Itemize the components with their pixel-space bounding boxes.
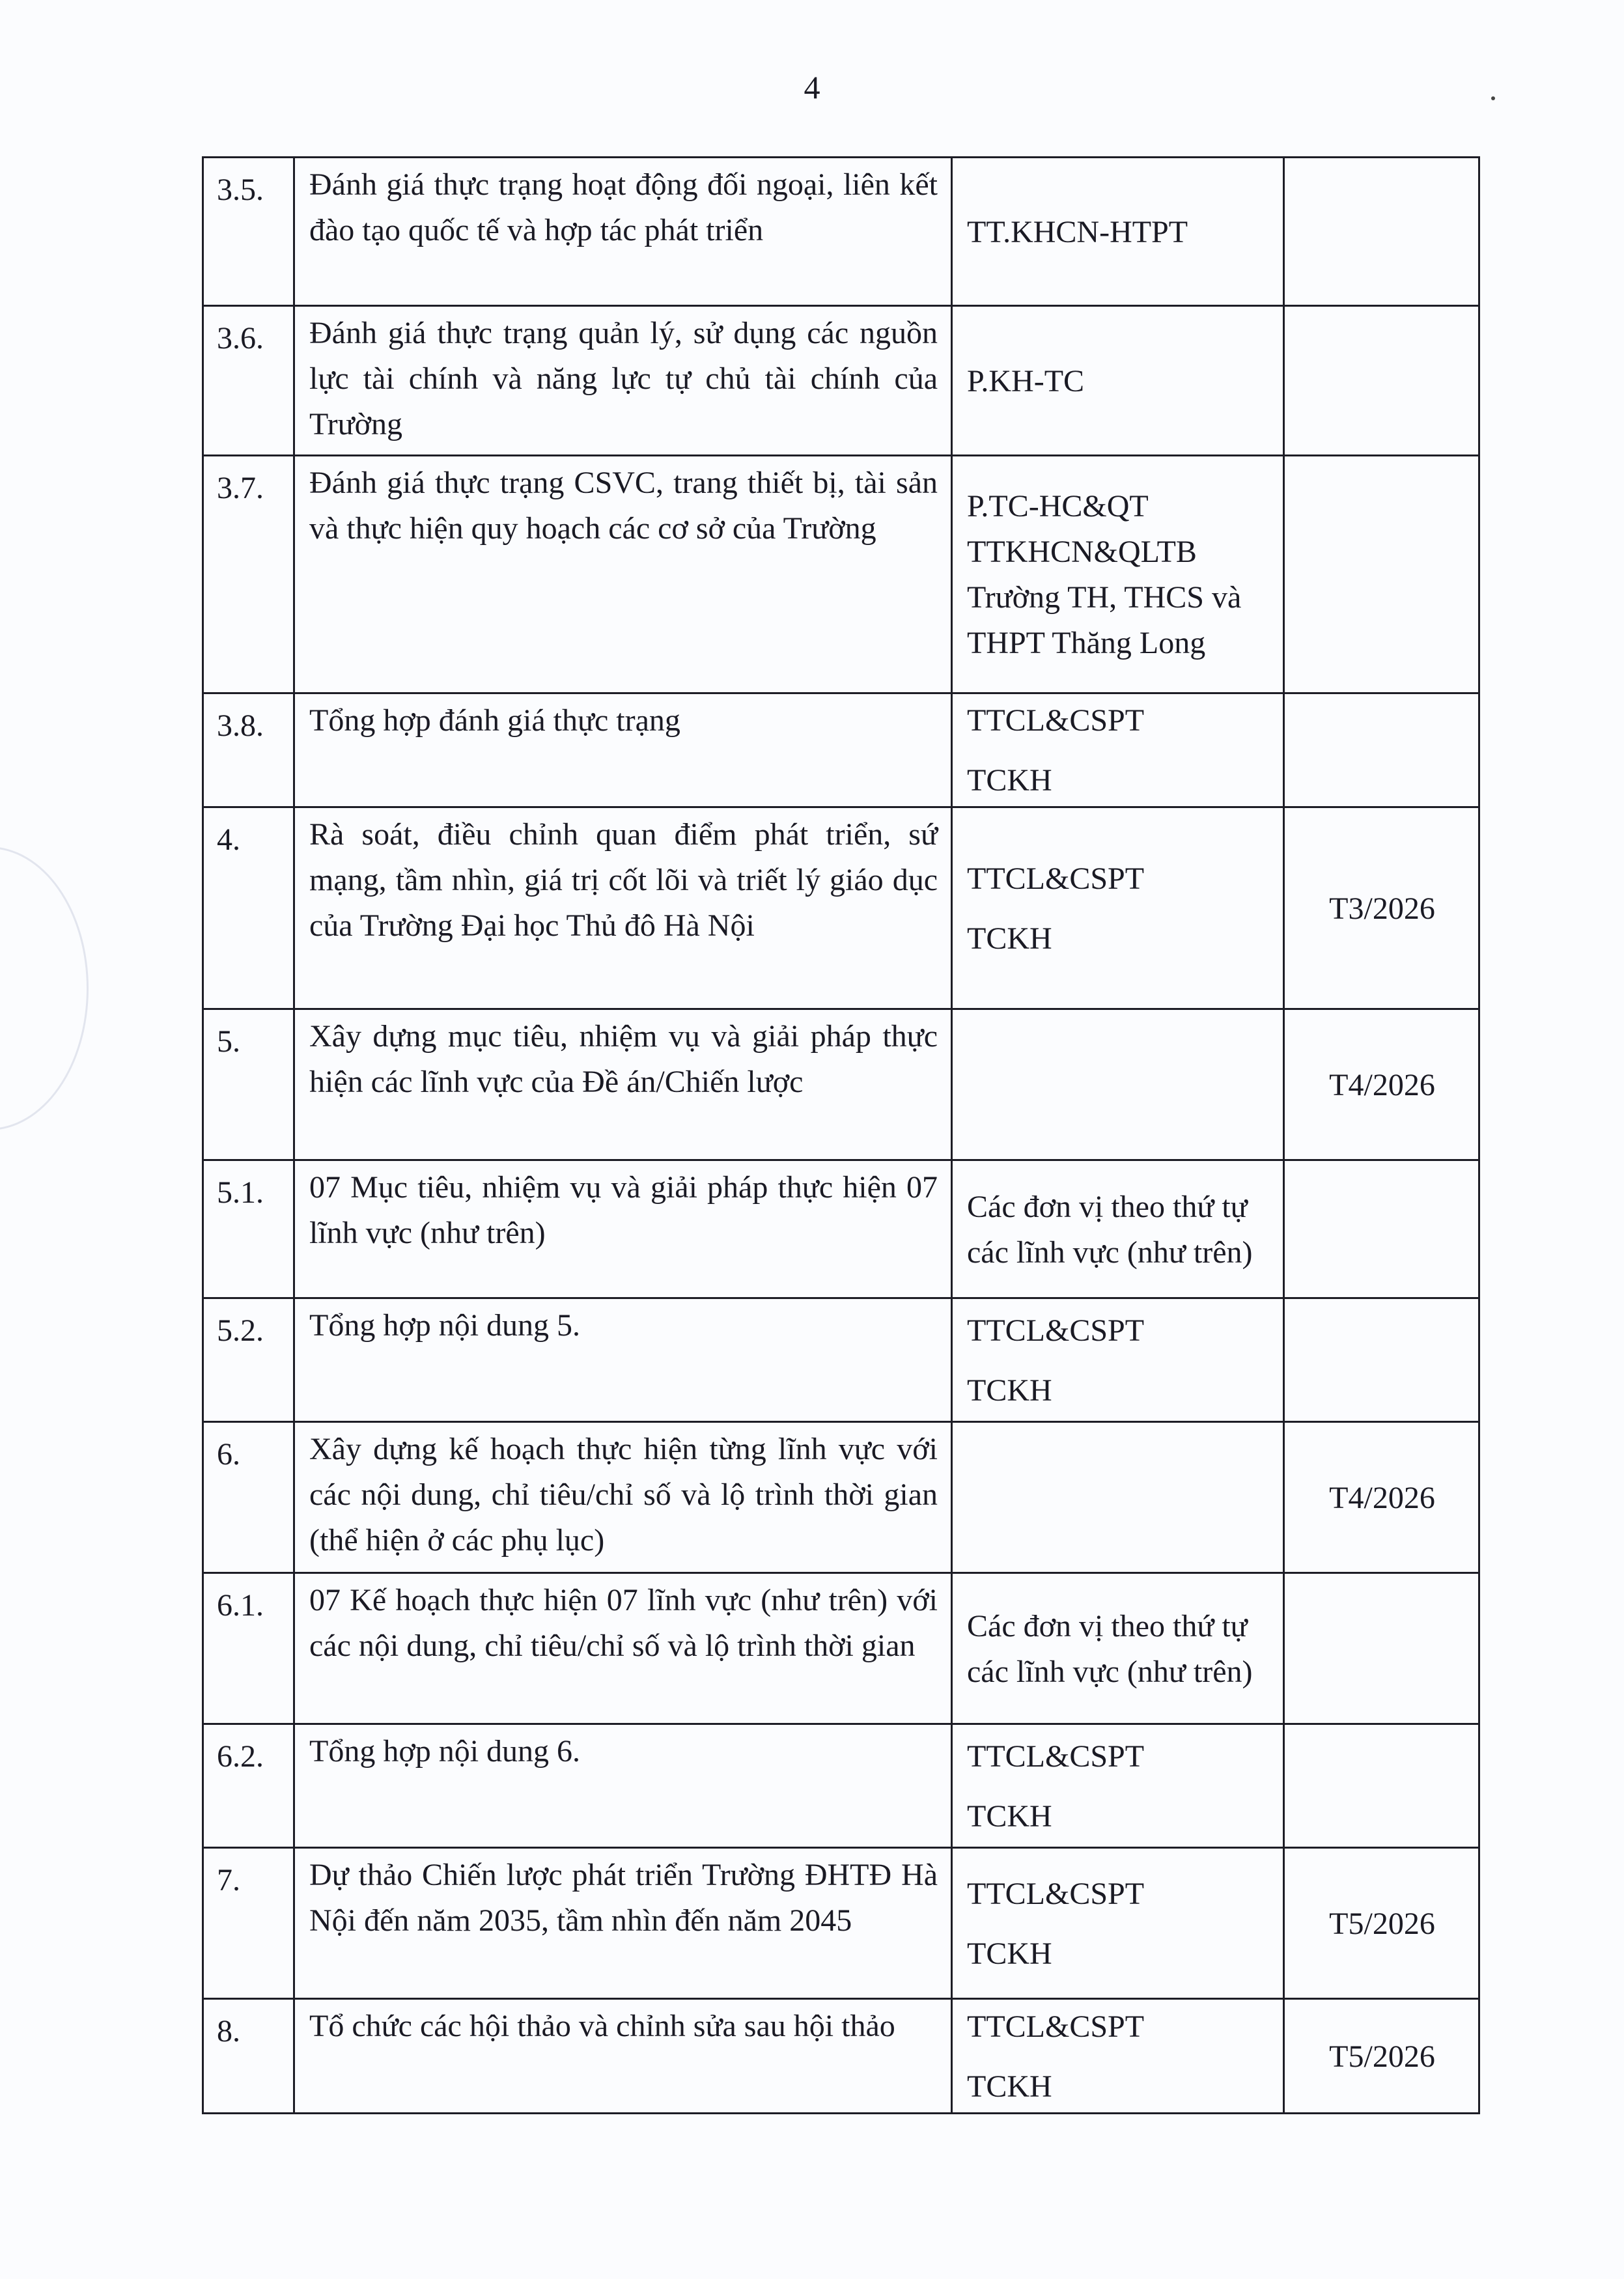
unit-name: Các đơn vị theo thứ tự các lĩnh vực (như trên) (967, 1608, 1253, 1689)
deadline (1284, 693, 1479, 807)
task-description: 07 Mục tiêu, nhiệm vụ và giải pháp thực hiện 07 lĩnh vực (như trên) (294, 1160, 952, 1298)
table-row (203, 1298, 1479, 1422)
deadline (1284, 1298, 1479, 1422)
task-description: Dự thảo Chiến lược phát triển Trường ĐHTĐ Hà Nội đến năm 2035, tầm nhìn đến năm 2045 (294, 1848, 952, 1999)
unit-name: TCKH (967, 1936, 1052, 1971)
deadline (1284, 1573, 1479, 1724)
unit-name: TCKH (967, 921, 1052, 956)
page-number: 4 (804, 69, 820, 105)
unit-name: P.KH-TC (967, 363, 1085, 398)
table-row (203, 1848, 1479, 1999)
deadline: T3/2026 (1284, 807, 1479, 1009)
unit-name: TTCL&CSPT (967, 1876, 1145, 1911)
responsible-unit (952, 306, 1284, 456)
table-row (203, 693, 1479, 807)
row-number: 3.7. (203, 456, 294, 693)
plan-table-body (203, 158, 1479, 2114)
responsible-unit (952, 158, 1284, 306)
responsible-unit (952, 456, 1284, 693)
row-number: 4. (203, 807, 294, 1009)
row-number: 5.2. (203, 1298, 294, 1422)
row-number: 6. (203, 1422, 294, 1573)
unit-name: TTCL&CSPT (967, 2009, 1145, 2044)
deadline: T5/2026 (1284, 1848, 1479, 1999)
row-number: 6.2. (203, 1724, 294, 1848)
row-number: 7. (203, 1848, 294, 1999)
row-number: 3.6. (203, 306, 294, 456)
table-row (203, 1999, 1479, 2114)
responsible-unit (952, 1422, 1284, 1573)
row-number: 3.8. (203, 693, 294, 807)
unit-name: TTCL&CSPT (967, 861, 1145, 896)
row-number: 5. (203, 1009, 294, 1160)
task-description: Tổng hợp nội dung 6. (294, 1724, 952, 1848)
unit-name: TCKH (967, 763, 1052, 798)
table-row (203, 1724, 1479, 1848)
unit-name: TTKHCN&QLTB (967, 535, 1197, 569)
task-description: Xây dựng mục tiêu, nhiệm vụ và giải pháp thực hiện các lĩnh vực của Đề án/Chiến lược (294, 1009, 952, 1160)
task-description: Tổng hợp đánh giá thực trạng (294, 693, 952, 807)
row-number: 3.5. (203, 158, 294, 306)
task-description: Rà soát, điều chỉnh quan điểm phát triển, sứ mạng, tầm nhìn, giá trị cốt lõi và triết lý giáo dục của Trường Đại học Thủ đô Hà Nội (294, 807, 952, 1009)
task-description: Đánh giá thực trạng quản lý, sử dụng các nguồn lực tài chính và năng lực tự chủ tài chính của Trường (294, 306, 952, 456)
row-number: 5.1. (203, 1160, 294, 1298)
responsible-unit (952, 1573, 1284, 1724)
responsible-unit (952, 1999, 1284, 2114)
responsible-unit (952, 1848, 1284, 1999)
task-description: 07 Kế hoạch thực hiện 07 lĩnh vực (như trên) với các nội dung, chỉ tiêu/chỉ số và lộ trình thời gian (294, 1573, 952, 1724)
row-number: 6.1. (203, 1573, 294, 1724)
row-number: 8. (203, 1999, 294, 2114)
table-row (203, 1160, 1479, 1298)
unit-name: Trường TH, THCS và THPT Thăng Long (967, 580, 1242, 660)
scan-dot (1491, 96, 1495, 100)
deadline: T5/2026 (1284, 1999, 1479, 2114)
table-row (203, 158, 1479, 306)
table-row (203, 807, 1479, 1009)
table-row (203, 1422, 1479, 1573)
unit-name: TTCL&CSPT (967, 1313, 1145, 1348)
table-row (203, 306, 1479, 456)
unit-name: Các đơn vị theo thứ tự các lĩnh vực (như trên) (967, 1189, 1253, 1270)
responsible-unit (952, 1160, 1284, 1298)
task-description: Đánh giá thực trạng hoạt động đối ngoại, liên kết đào tạo quốc tế và hợp tác phát triển (294, 158, 952, 306)
task-description: Đánh giá thực trạng CSVC, trang thiết bị, tài sản và thực hiện quy hoạch các cơ sở của Trường (294, 456, 952, 693)
responsible-unit (952, 1298, 1284, 1422)
table-row (203, 1009, 1479, 1160)
deadline: T4/2026 (1284, 1422, 1479, 1573)
responsible-unit (952, 1724, 1284, 1848)
unit-name: TCKH (967, 1373, 1052, 1408)
task-description: Tổ chức các hội thảo và chỉnh sửa sau hội thảo (294, 1999, 952, 2114)
deadline (1284, 456, 1479, 693)
unit-name: TT.KHCN-HTPT (967, 214, 1188, 249)
unit-name: TCKH (967, 2069, 1052, 2104)
unit-name: TTCL&CSPT (967, 1739, 1145, 1774)
table-row (203, 456, 1479, 693)
unit-name: P.TC-HC&QT (967, 489, 1149, 524)
responsible-unit (952, 1009, 1284, 1160)
deadline (1284, 1724, 1479, 1848)
task-description: Tổng hợp nội dung 5. (294, 1298, 952, 1422)
deadline (1284, 1160, 1479, 1298)
unit-name: TCKH (967, 1798, 1052, 1834)
deadline: T4/2026 (1284, 1009, 1479, 1160)
plan-table (202, 156, 1480, 2114)
responsible-unit (952, 807, 1284, 1009)
deadline (1284, 158, 1479, 306)
deadline (1284, 306, 1479, 456)
unit-name: TTCL&CSPT (967, 703, 1145, 738)
table-row (203, 1573, 1479, 1724)
stamp-trace (0, 846, 89, 1130)
task-description: Xây dựng kế hoạch thực hiện từng lĩnh vực với các nội dung, chỉ tiêu/chỉ số và lộ trình thời gian (thể hiện ở các phụ lục) (294, 1422, 952, 1573)
responsible-unit (952, 693, 1284, 807)
